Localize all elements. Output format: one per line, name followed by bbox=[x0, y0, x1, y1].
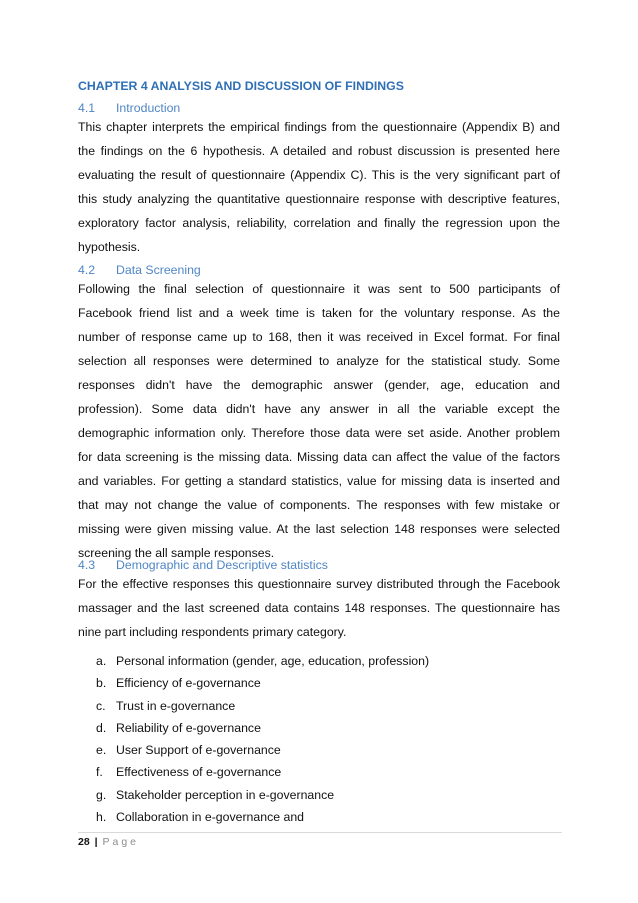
list-item bbox=[96, 761, 566, 783]
section-number: 4.3 bbox=[78, 558, 96, 572]
text-line: For the effective responses this questionnaire survey distributed through the Facebook bbox=[78, 577, 560, 591]
list-item-text: Stakeholder perception in e-governance bbox=[116, 787, 335, 802]
list-marker: d. bbox=[96, 720, 107, 735]
text-line: nine part including respondents primary category. bbox=[78, 625, 347, 639]
section-title: Demographic and Descriptive statistics bbox=[116, 558, 328, 572]
footer-separator: | bbox=[94, 836, 98, 848]
text-line: hypothesis. bbox=[78, 240, 141, 254]
text-line: exploratory factor analysis, reliability, correlation and finally the regression upon the bbox=[78, 216, 560, 230]
list-item bbox=[96, 672, 566, 694]
list-item bbox=[96, 695, 566, 717]
text-line: evaluating the result of questionnaire (Appendix C). This is the very significant part of bbox=[78, 168, 560, 182]
list-item-text: Collaboration in e-governance and bbox=[116, 810, 304, 825]
text-line: that may not change the value of components. The responses with few mistake or bbox=[78, 498, 560, 512]
text-line: and variables. For getting a standard statistics, value for missing data is inserted and bbox=[78, 474, 560, 488]
text-line: This chapter interprets the empirical findings from the questionnaire (Appendix B) and bbox=[78, 120, 560, 134]
list-item bbox=[96, 717, 566, 739]
text-line: the findings on the 6 hypothesis. A detailed and robust discussion is presented here bbox=[78, 144, 560, 158]
text-line: Facebook friend list and a week time is taken for the voluntary response. As the bbox=[78, 306, 560, 320]
section-title: Introduction bbox=[116, 101, 181, 115]
text-line: massager and the last screened data contains 148 responses. The questionnaire has bbox=[78, 601, 560, 615]
list-item-text: Personal information (gender, age, education, profession) bbox=[116, 654, 430, 668]
text-line: this study analyzing the quantitative questionnaire response with descriptive features, bbox=[78, 192, 560, 206]
section-heading-data-screening bbox=[78, 263, 578, 277]
list-item-text: Efficiency of e-governance bbox=[116, 676, 261, 691]
text-line: Following the final selection of questionnaire it was sent to 500 participants of bbox=[78, 282, 560, 296]
page-word: Page bbox=[102, 836, 140, 848]
paragraph-introduction bbox=[78, 115, 560, 259]
chapter-title: CHAPTER 4 ANALYSIS AND DISCUSSION OF FINDINGS bbox=[78, 79, 404, 93]
text-line: number of response came up to 168, then it was received in Excel format. For final bbox=[78, 330, 560, 344]
text-line: selection all responses were determined to analyze for the statistical study. Some bbox=[78, 354, 560, 368]
list-item bbox=[96, 784, 566, 806]
text-line: demographic information only. Therefore those data were set aside. Another problem bbox=[78, 426, 560, 440]
list-marker: b. bbox=[96, 676, 107, 691]
list-item-text: User Support of e-governance bbox=[116, 743, 281, 758]
footer-divider bbox=[78, 832, 562, 833]
category-list bbox=[96, 650, 566, 828]
list-item bbox=[96, 650, 566, 672]
section-number: 4.1 bbox=[78, 101, 96, 115]
list-marker: e. bbox=[96, 743, 107, 758]
page-footer bbox=[78, 836, 139, 848]
list-marker: a. bbox=[96, 654, 107, 668]
section-number: 4.2 bbox=[78, 263, 96, 277]
text-line: missing were given missing value. At the last selection 148 responses were selected bbox=[78, 522, 560, 536]
list-item-text: Effectiveness of e-governance bbox=[116, 765, 282, 780]
list-marker: c. bbox=[96, 698, 106, 713]
list-item-text: Reliability of e-governance bbox=[116, 720, 261, 735]
paragraph-demographic bbox=[78, 572, 560, 644]
list-item-text: Trust in e-governance bbox=[116, 698, 236, 713]
list-marker: f. bbox=[96, 765, 103, 780]
text-line: profession). Some data didn't have any answer in all the variable except the bbox=[78, 402, 560, 416]
list-marker: g. bbox=[96, 787, 107, 802]
page-number: 28 bbox=[78, 836, 90, 848]
list-item bbox=[96, 806, 566, 828]
section-heading-demographic bbox=[78, 558, 578, 572]
paragraph-data-screening bbox=[78, 277, 560, 565]
text-line: for data screening is the missing data. Missing data can affect the value of the factors bbox=[78, 450, 560, 464]
list-marker: h. bbox=[96, 810, 107, 825]
section-heading-introduction bbox=[78, 101, 578, 115]
section-title: Data Screening bbox=[116, 263, 201, 277]
list-item bbox=[96, 739, 566, 761]
text-line: screening the all sample responses. bbox=[78, 546, 275, 560]
text-line: responses didn't have the demographic answer (gender, age, education and bbox=[78, 378, 560, 392]
